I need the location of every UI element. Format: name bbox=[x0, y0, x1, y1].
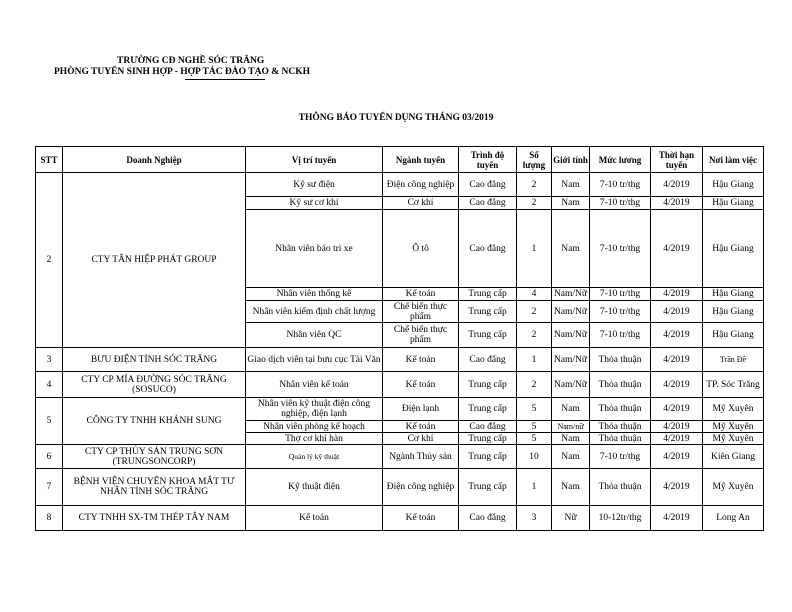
header-quantity: Số lượng bbox=[517, 147, 552, 173]
location-cell: Mỹ Xuyên bbox=[703, 469, 764, 506]
major-cell: Cơ khí bbox=[383, 433, 459, 445]
table-header-row bbox=[36, 147, 764, 173]
header-position: Vị trí tuyển bbox=[246, 147, 383, 173]
qty-cell: 10 bbox=[517, 445, 552, 469]
major-cell: Ngành Thủy sản bbox=[383, 445, 459, 469]
gender-cell: Nam bbox=[552, 197, 590, 210]
level-cell: Trung cấp bbox=[459, 469, 517, 506]
company-cell: CTY CP THỦY SẢN TRUNG SƠN (TRUNGSONCORP) bbox=[63, 445, 246, 469]
salary-cell: 7-10 tr/thg bbox=[590, 210, 651, 288]
deadline-cell: 4/2019 bbox=[651, 323, 703, 348]
level-cell: Cao đẳng bbox=[459, 421, 517, 433]
location-cell: Mỹ Xuyên bbox=[703, 433, 764, 445]
position-cell: Kỹ sư điện bbox=[246, 173, 383, 197]
salary-cell: 7-10 tr/thg bbox=[590, 288, 651, 301]
qty-cell: 3 bbox=[517, 506, 552, 531]
location-cell: Hậu Giang bbox=[703, 288, 764, 301]
company-cell: CÔNG TY TNHH KHÁNH SUNG bbox=[63, 398, 246, 445]
level-cell: Trung cấp bbox=[459, 301, 517, 323]
gender-cell: Nam bbox=[552, 469, 590, 506]
location-cell: Mỹ Xuyên bbox=[703, 398, 764, 421]
major-cell: Chế biến thực phẩm bbox=[383, 323, 459, 348]
position-cell: Kế toán bbox=[246, 506, 383, 531]
company-cell: BƯU ĐIỆN TỈNH SÓC TRĂNG bbox=[63, 348, 246, 372]
qty-cell: 2 bbox=[517, 301, 552, 323]
location-cell: Long An bbox=[703, 506, 764, 531]
level-cell: Cao đẳng bbox=[459, 506, 517, 531]
department-name: PHÒNG TUYỂN SINH HỢP - HỢP TÁC ĐÀO TẠO & NCKH bbox=[54, 67, 310, 77]
table-row bbox=[36, 506, 764, 531]
salary-cell: 10-12tr/thg bbox=[590, 506, 651, 531]
gender-cell: Nam bbox=[552, 173, 590, 197]
salary-cell: 7-10 tr/thg bbox=[590, 301, 651, 323]
salary-cell: 7-10 tr/thg bbox=[590, 445, 651, 469]
position-cell: Nhân viên kỹ thuật điện công nghiệp, điện lạnh bbox=[246, 398, 383, 421]
deadline-cell: 4/2019 bbox=[651, 197, 703, 210]
deadline-cell: 4/2019 bbox=[651, 421, 703, 433]
salary-cell: Thỏa thuận bbox=[590, 433, 651, 445]
table-row bbox=[36, 173, 764, 197]
major-cell: Kế toán bbox=[383, 421, 459, 433]
location-cell: Trần Đề bbox=[703, 348, 764, 372]
stt-cell: 4 bbox=[36, 372, 63, 398]
company-cell: CTY TÂN HIỆP PHÁT GROUP bbox=[63, 173, 246, 348]
position-cell: Kỹ thuật điện bbox=[246, 469, 383, 506]
level-cell: Cao đẳng bbox=[459, 173, 517, 197]
salary-cell: 7-10 tr/thg bbox=[590, 173, 651, 197]
deadline-cell: 4/2019 bbox=[651, 173, 703, 197]
qty-cell: 2 bbox=[517, 173, 552, 197]
gender-cell: Nam/Nữ bbox=[552, 301, 590, 323]
position-cell: Nhân viên kế toán bbox=[246, 372, 383, 398]
level-cell: Trung cấp bbox=[459, 372, 517, 398]
location-cell: TP. Sóc Trăng bbox=[703, 372, 764, 398]
gender-cell: Nam/Nữ bbox=[552, 348, 590, 372]
company-cell: BỆNH VIỆN CHUYÊN KHOA MẮT TƯ NHÂN TỈNH SÓC TRĂNG bbox=[63, 469, 246, 506]
salary-cell: Thỏa thuận bbox=[590, 469, 651, 506]
major-cell: Kế toán bbox=[383, 348, 459, 372]
major-cell: Chế biến thực phẩm bbox=[383, 301, 459, 323]
location-cell: Hậu Giang bbox=[703, 301, 764, 323]
stt-cell: 5 bbox=[36, 398, 63, 445]
location-cell: Kiên Giang bbox=[703, 445, 764, 469]
position-cell: Nhân viên QC bbox=[246, 323, 383, 348]
position-cell: Thợ cơ khí hàn bbox=[246, 433, 383, 445]
gender-cell: Nam/Nữ bbox=[552, 372, 590, 398]
location-cell: Hậu Giang bbox=[703, 210, 764, 288]
qty-cell: 1 bbox=[517, 348, 552, 372]
level-cell: Cao đẳng bbox=[459, 197, 517, 210]
deadline-cell: 4/2019 bbox=[651, 210, 703, 288]
level-cell: Trung cấp bbox=[459, 433, 517, 445]
position-cell: Giao dịch viên tại bưu cục Tài Văn bbox=[246, 348, 383, 372]
table-row bbox=[36, 469, 764, 506]
level-cell: Trung cấp bbox=[459, 288, 517, 301]
qty-cell: 5 bbox=[517, 433, 552, 445]
location-cell: Mỹ Xuyên bbox=[703, 421, 764, 433]
deadline-cell: 4/2019 bbox=[651, 398, 703, 421]
salary-cell: Thỏa thuận bbox=[590, 421, 651, 433]
deadline-cell: 4/2019 bbox=[651, 348, 703, 372]
salary-cell: Thỏa thuận bbox=[590, 348, 651, 372]
position-cell: Nhân viên bảo trì xe bbox=[246, 210, 383, 288]
qty-cell: 2 bbox=[517, 323, 552, 348]
gender-cell: Nam/nữ bbox=[552, 421, 590, 433]
salary-cell: 7-10 tr/thg bbox=[590, 323, 651, 348]
document-title: THÔNG BÁO TUYỂN DỤNG THÁNG 03/2019 bbox=[298, 113, 494, 123]
position-cell: Nhân viên phòng kế hoạch bbox=[246, 421, 383, 433]
qty-cell: 2 bbox=[517, 197, 552, 210]
level-cell: Cao đẳng bbox=[459, 210, 517, 288]
company-cell: CTY CP MÍA ĐƯỜNG SÓC TRĂNG (SOSUCO) bbox=[63, 372, 246, 398]
salary-cell: Thỏa thuận bbox=[590, 398, 651, 421]
deadline-cell: 4/2019 bbox=[651, 288, 703, 301]
stt-cell: 3 bbox=[36, 348, 63, 372]
stt-cell: 6 bbox=[36, 445, 63, 469]
level-cell: Trung cấp bbox=[459, 445, 517, 469]
header-salary: Mức lương bbox=[590, 147, 651, 173]
gender-cell: Nam bbox=[552, 445, 590, 469]
gender-cell: Nam/Nữ bbox=[552, 288, 590, 301]
position-cell: Nhân viên thống kê bbox=[246, 288, 383, 301]
qty-cell: 4 bbox=[517, 288, 552, 301]
position-cell: Nhân viên kiểm định chất lượng bbox=[246, 301, 383, 323]
deadline-cell: 4/2019 bbox=[651, 469, 703, 506]
gender-cell: Nam bbox=[552, 210, 590, 288]
qty-cell: 5 bbox=[517, 398, 552, 421]
qty-cell: 1 bbox=[517, 210, 552, 288]
location-cell: Hậu Giang bbox=[703, 323, 764, 348]
salary-cell: Thỏa thuận bbox=[590, 372, 651, 398]
company-cell: CTY TNHH SX-TM THÉP TÂY NAM bbox=[63, 506, 246, 531]
deadline-cell: 4/2019 bbox=[651, 506, 703, 531]
table-row bbox=[36, 445, 764, 469]
header-location: Nơi làm việc bbox=[703, 147, 764, 173]
deadline-cell: 4/2019 bbox=[651, 445, 703, 469]
header-major: Ngành tuyển bbox=[383, 147, 459, 173]
stt-cell: 8 bbox=[36, 506, 63, 531]
major-cell: Điện lạnh bbox=[383, 398, 459, 421]
gender-cell: Nam bbox=[552, 398, 590, 421]
level-cell: Cao đẳng bbox=[459, 348, 517, 372]
header-company: Doanh Nghiệp bbox=[63, 147, 246, 173]
header-gender: Giới tính bbox=[552, 147, 590, 173]
major-cell: Kế toán bbox=[383, 288, 459, 301]
major-cell: Điện công nghiệp bbox=[383, 173, 459, 197]
location-cell: Hậu Giang bbox=[703, 197, 764, 210]
major-cell: Điện công nghiệp bbox=[383, 469, 459, 506]
school-name: TRƯỜNG CĐ NGHỀ SÓC TRĂNG bbox=[117, 56, 265, 66]
qty-cell: 1 bbox=[517, 469, 552, 506]
header-underline bbox=[185, 79, 265, 80]
deadline-cell: 4/2019 bbox=[651, 433, 703, 445]
qty-cell: 5 bbox=[517, 421, 552, 433]
salary-cell: 7-10 tr/thg bbox=[590, 197, 651, 210]
level-cell: Trung cấp bbox=[459, 398, 517, 421]
major-cell: Cơ khí bbox=[383, 197, 459, 210]
level-cell: Trung cấp bbox=[459, 323, 517, 348]
gender-cell: Nam bbox=[552, 433, 590, 445]
location-cell: Hậu Giang bbox=[703, 173, 764, 197]
position-cell: Kỹ sư cơ khí bbox=[246, 197, 383, 210]
major-cell: Kế toán bbox=[383, 372, 459, 398]
gender-cell: Nam/Nữ bbox=[552, 323, 590, 348]
position-cell: Quản lý kỹ thuật bbox=[246, 445, 383, 469]
recruitment-table bbox=[35, 146, 764, 531]
deadline-cell: 4/2019 bbox=[651, 301, 703, 323]
deadline-cell: 4/2019 bbox=[651, 372, 703, 398]
major-cell: Kế toán bbox=[383, 506, 459, 531]
header-level: Trình độ tuyển bbox=[459, 147, 517, 173]
major-cell: Ô tô bbox=[383, 210, 459, 288]
stt-cell: 2 bbox=[36, 173, 63, 348]
header-deadline: Thời hạn tuyển bbox=[651, 147, 703, 173]
qty-cell: 2 bbox=[517, 372, 552, 398]
table-row bbox=[36, 348, 764, 372]
table-row bbox=[36, 398, 764, 421]
table-row bbox=[36, 372, 764, 398]
stt-cell: 7 bbox=[36, 469, 63, 506]
gender-cell: Nữ bbox=[552, 506, 590, 531]
header-stt: STT bbox=[36, 147, 63, 173]
